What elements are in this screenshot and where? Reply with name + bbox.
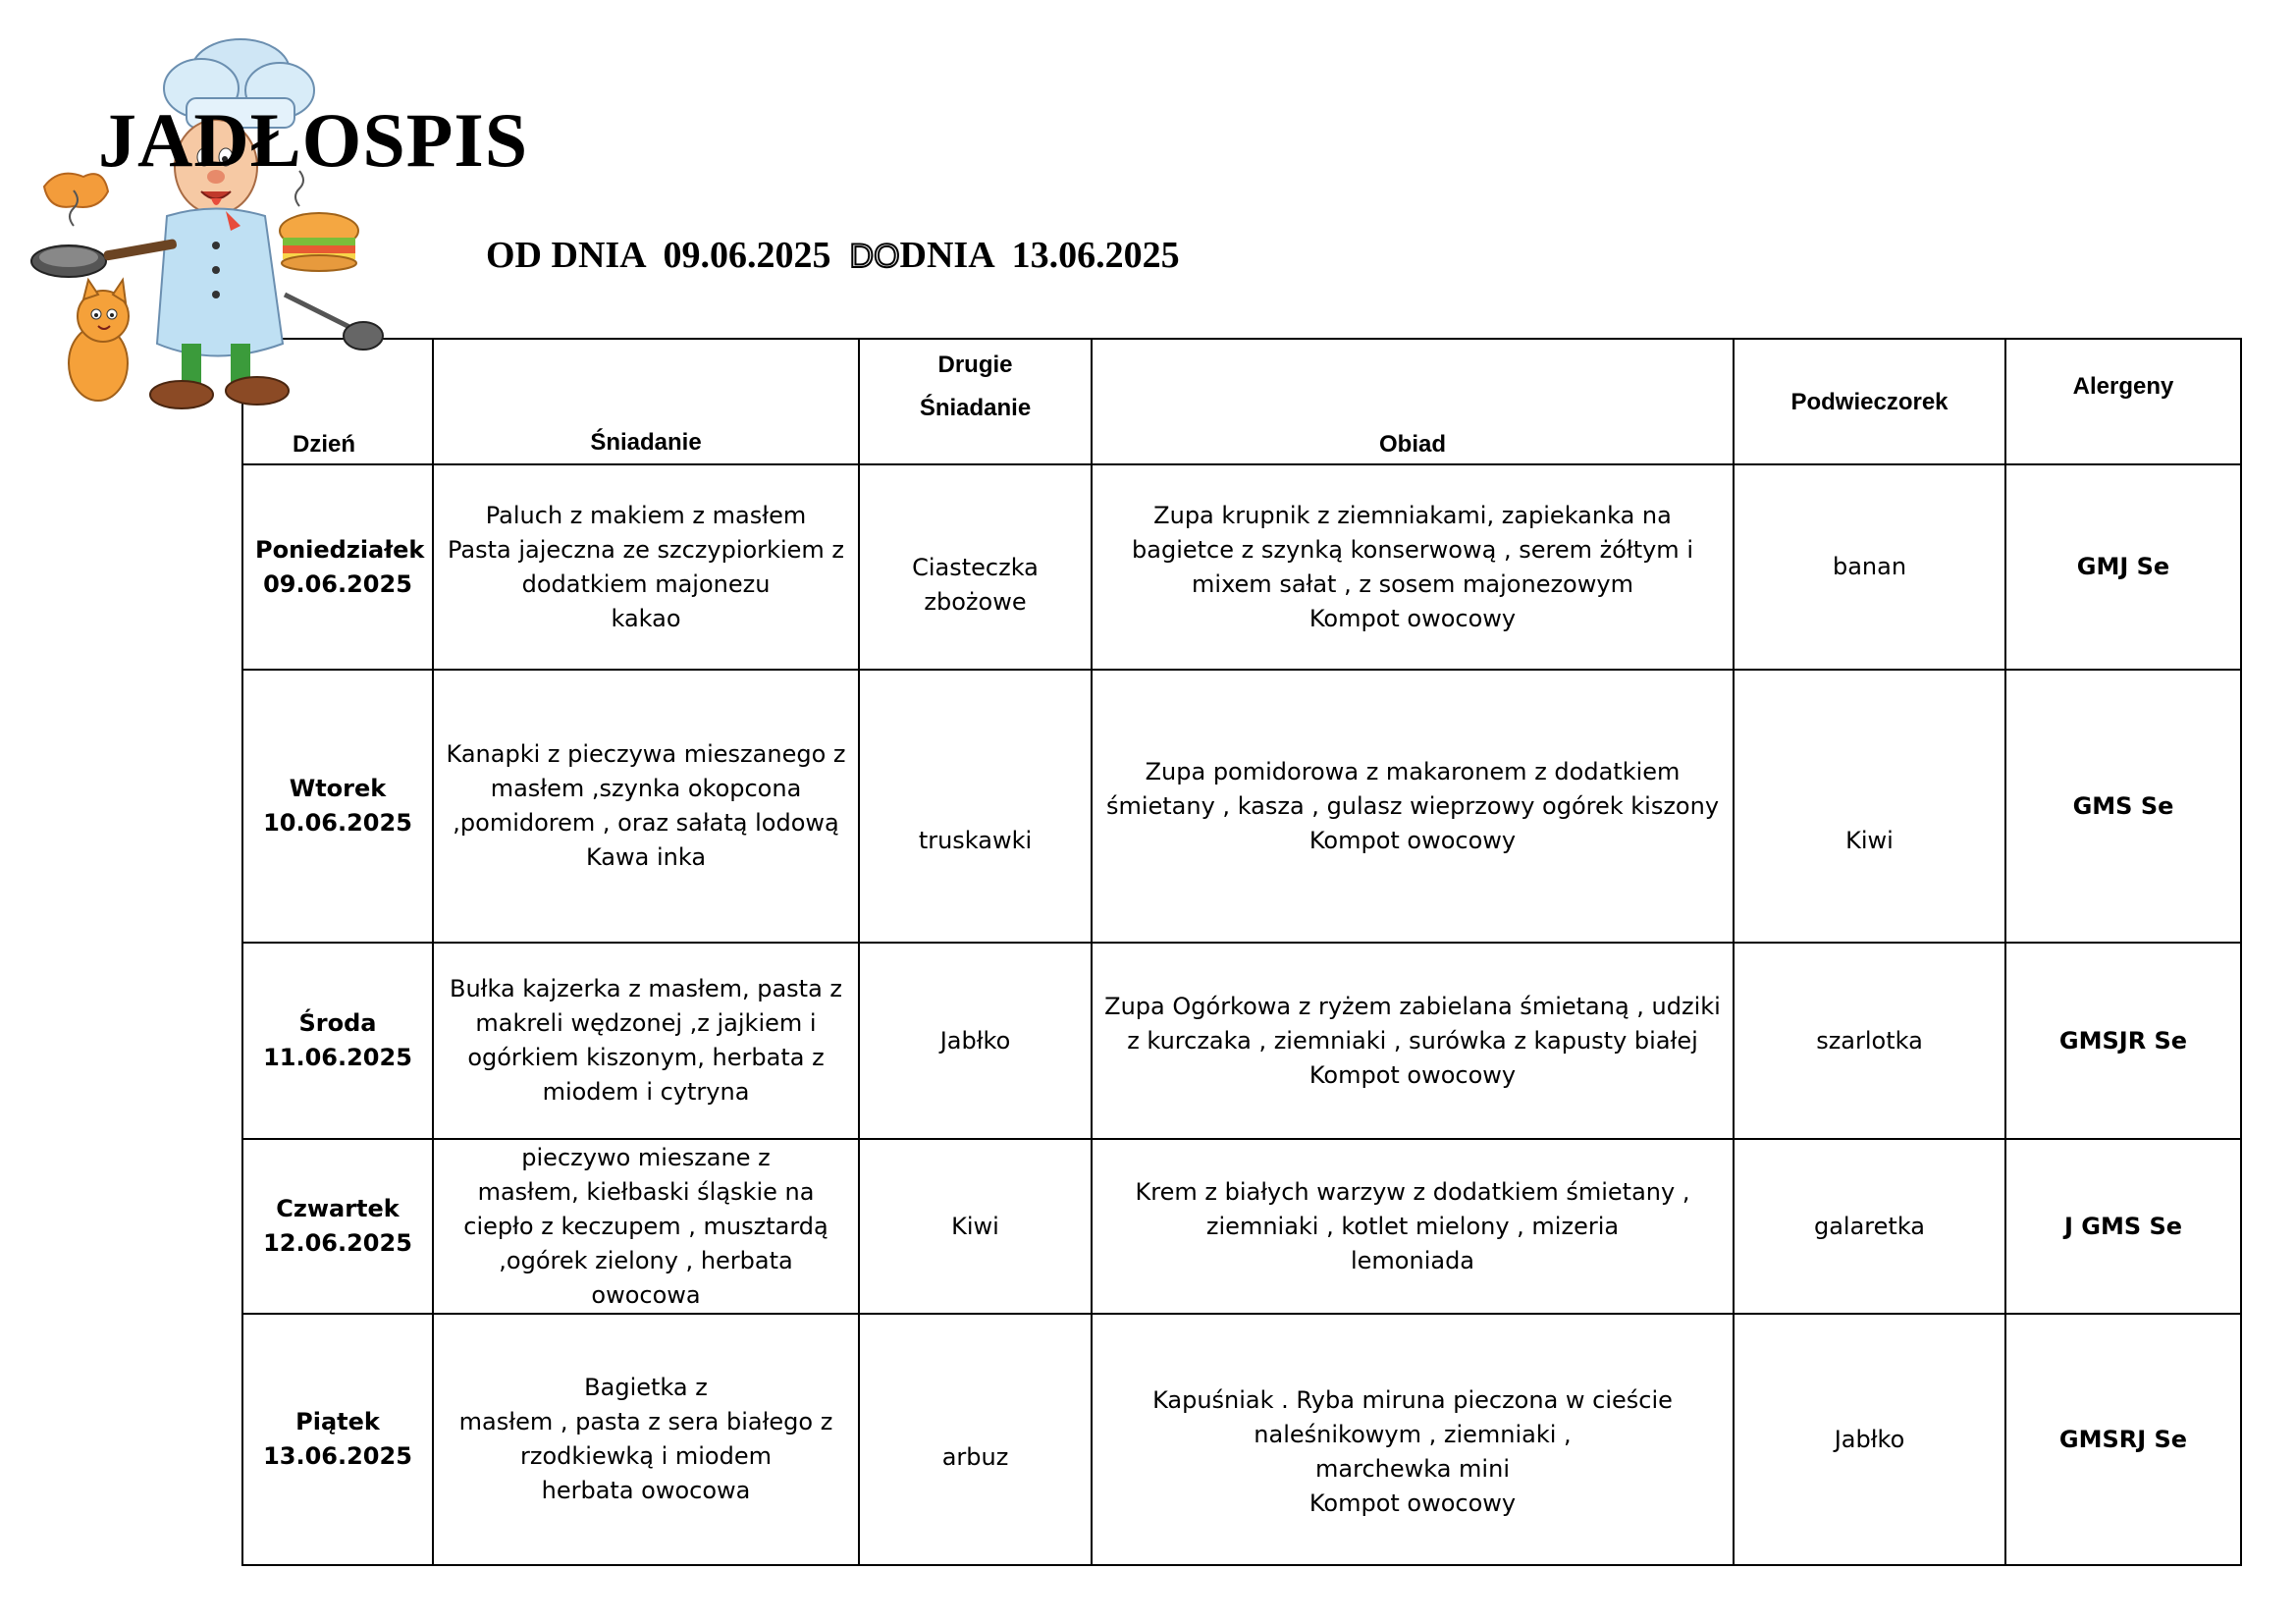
chef-body (157, 209, 283, 356)
header-breakfast: Śniadanie (433, 339, 859, 464)
date-range (486, 234, 1180, 277)
breakfast-cell: Bułka kajzerka z masłem, pasta z makreli wędzonej ,z jajkiem i ogórkiem kiszonym, herbata z miodem i cytryna (433, 943, 859, 1139)
date-to-label: DO (849, 238, 900, 275)
page-title: JADŁOSPIS (98, 97, 529, 183)
lunch-cell: Zupa krupnik z ziemniakami, zapiekanka na bagietce z szynką konserwową , serem żółtym i mixem sałat , z sosem majonezowym Kompot owocowy (1092, 464, 1734, 670)
chef-illustration (29, 29, 393, 432)
allergens-cell: GMJ Se (2005, 464, 2241, 670)
snack-cell: Jabłko (1734, 1314, 2005, 1565)
date-to-label-2: DNIA (899, 235, 993, 276)
snack-cell: Kiwi (1734, 670, 2005, 943)
lunch-cell: Krem z białych warzyw z dodatkiem śmietany , ziemniaki , kotlet mielony , mizeria lemoniada (1092, 1139, 1734, 1314)
frying-pan-icon (31, 239, 178, 277)
cat-icon (69, 280, 129, 401)
allergens-cell: GMSRJ Se (2005, 1314, 2241, 1565)
ladle-icon (285, 295, 383, 350)
breakfast-cell: Paluch z makiem z masłem Pasta jajeczna ze szczypiorkiem z dodatkiem majonezu kakao (433, 464, 859, 670)
burger-icon (280, 213, 358, 271)
day-cell: Czwartek 12.06.2025 (242, 1139, 433, 1314)
snack-cell: banan (1734, 464, 2005, 670)
table-row (242, 464, 2241, 670)
date-from-label: OD DNIA (486, 235, 645, 276)
day-cell: Poniedziałek 09.06.2025 (242, 464, 433, 670)
breakfast-cell: Kanapki z pieczywa mieszanego z masłem ,szynka okopcona ,pomidorem , oraz sałatą lodową Kawa inka (433, 670, 859, 943)
breakfast-cell: pieczywo mieszane z masłem, kiełbaski śląskie na ciepło z keczupem , musztardą ,ogórek zielony , herbata owocowa (433, 1139, 859, 1314)
header-allergens: Alergeny (2005, 339, 2241, 464)
table-row (242, 670, 2241, 943)
date-to: 13.06.2025 (1011, 235, 1180, 276)
second-breakfast-cell: Ciasteczka zbożowe (859, 464, 1092, 670)
second-breakfast-cell: Jabłko (859, 943, 1092, 1139)
snack-cell: galaretka (1734, 1139, 2005, 1314)
header-lunch: Obiad (1092, 339, 1734, 464)
header-day: Dzień (242, 339, 433, 464)
table-row (242, 1139, 2241, 1314)
header-snack: Podwieczorek (1734, 339, 2005, 464)
day-cell: Środa 11.06.2025 (242, 943, 433, 1139)
table-row (242, 943, 2241, 1139)
date-from: 09.06.2025 (663, 235, 831, 276)
breakfast-cell: Bagietka z masłem , pasta z sera białego z rzodkiewką i miodem herbata owocowa (433, 1314, 859, 1565)
allergens-cell: GMS Se (2005, 670, 2241, 943)
day-cell: Wtorek 10.06.2025 (242, 670, 433, 943)
snack-cell: szarlotka (1734, 943, 2005, 1139)
allergens-cell: GMSJR Se (2005, 943, 2241, 1139)
second-breakfast-cell: truskawki (859, 670, 1092, 943)
table-header-row (242, 339, 2241, 464)
menu-table (241, 338, 2242, 1566)
header-second-breakfast: Drugie Śniadanie (859, 339, 1092, 464)
table-row (242, 1314, 2241, 1565)
second-breakfast-cell: arbuz (859, 1314, 1092, 1565)
lunch-cell: Zupa pomidorowa z makaronem z dodatkiem śmietany , kasza , gulasz wieprzowy ogórek kiszony Kompot owocowy (1092, 670, 1734, 943)
allergens-cell: J GMS Se (2005, 1139, 2241, 1314)
lunch-cell: Kapuśniak . Ryba miruna pieczona w cieście naleśnikowym , ziemniaki , marchewka mini Kompot owocowy (1092, 1314, 1734, 1565)
second-breakfast-cell: Kiwi (859, 1139, 1092, 1314)
lunch-cell: Zupa Ogórkowa z ryżem zabielana śmietaną , udziki z kurczaka , ziemniaki , surówka z kapusty białej Kompot owocowy (1092, 943, 1734, 1139)
day-cell: Piątek 13.06.2025 (242, 1314, 433, 1565)
